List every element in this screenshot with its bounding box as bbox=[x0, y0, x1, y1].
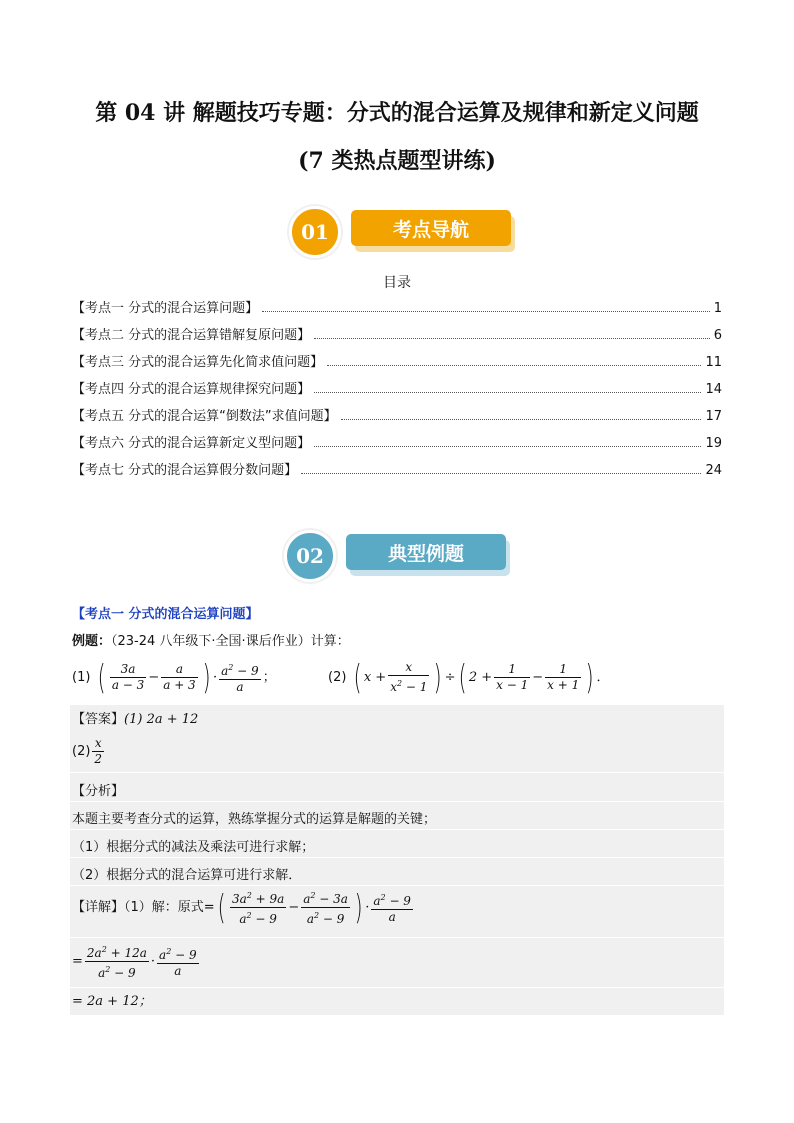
problem-2-end: ． bbox=[596, 670, 610, 685]
toc-item-page: 6 bbox=[713, 328, 722, 343]
detail-step: = $\frac{2a^2 + 12a}{a^2 - 9}$ · $\frac{a^2 - 9}{a}$ bbox=[72, 942, 201, 981]
toc-heading: 目录 bbox=[383, 275, 411, 291]
answer-2-line: (2) $\frac{x}{2}$ bbox=[72, 736, 103, 766]
toc-item[interactable] bbox=[72, 378, 722, 405]
toc-item-label: 【考点四 分式的混合运算规律探究问题】 bbox=[72, 382, 311, 397]
toc-item-label: 【考点六 分式的混合运算新定义型问题】 bbox=[72, 436, 311, 451]
table-of-contents bbox=[72, 297, 722, 486]
toc-item-label: 【考点三 分式的混合运算先化简求值问题】 bbox=[72, 355, 324, 370]
toc-item-label: 【考点二 分式的混合运算错解复原问题】 bbox=[72, 328, 311, 343]
toc-item-label: 【考点七 分式的混合运算假分数问题】 bbox=[72, 463, 298, 478]
badge-number: 01 bbox=[289, 206, 341, 258]
toc-item[interactable] bbox=[72, 405, 722, 432]
toc-leader bbox=[314, 328, 710, 339]
detail-label: 【详解】 bbox=[72, 900, 125, 915]
toc-item-page: 19 bbox=[705, 436, 722, 451]
detail-start: （1）解：原式= bbox=[124, 900, 215, 915]
toc-item-page: 11 bbox=[705, 355, 722, 370]
detail-line: 【详解】（1）解：原式=( $\frac{3a^2 + 9a}{a^2 - 9}$ − $\frac{a^2 - 3a}{a^2 - 9}$ ) · $\frac{a^2 - 9}{a}$ bbox=[72, 887, 411, 928]
toc-item-label: 【考点五 分式的混合运算“倒数法”求值问题】 bbox=[72, 409, 337, 424]
toc-item[interactable] bbox=[72, 351, 722, 378]
toc-item[interactable] bbox=[72, 459, 722, 486]
toc-leader bbox=[341, 409, 702, 420]
answer-line bbox=[72, 708, 198, 727]
problem-2-label: (2) bbox=[328, 670, 347, 685]
toc-item-page: 24 bbox=[705, 463, 722, 478]
toc-item-page: 17 bbox=[705, 409, 722, 424]
problem-1-end: ； bbox=[262, 670, 276, 685]
toc-item[interactable] bbox=[72, 324, 722, 351]
example-source: （23-24 八年级下·全国·课后作业）计算： bbox=[111, 634, 350, 649]
toc-leader bbox=[314, 436, 701, 447]
badge-number: 02 bbox=[284, 530, 336, 582]
problem-1: (1) ( $\frac{3a}{a - 3}$ − $\frac{a}{a + 3}$ ) · $\frac{a^2 - 9}{a}$ ； bbox=[72, 657, 276, 698]
example-line bbox=[72, 630, 350, 649]
toc-item-page: 1 bbox=[713, 301, 722, 316]
toc-leader bbox=[301, 463, 701, 474]
badge-label: 典型例题 bbox=[346, 534, 506, 570]
analysis-step-2: （2）根据分式的混合运算可进行求解． bbox=[72, 868, 302, 883]
toc-leader bbox=[314, 382, 701, 393]
analysis-text: 本题主要考查分式的运算，熟练掌握分式的运算是解题的关键； bbox=[72, 812, 437, 827]
result-line: = 2a + 12； bbox=[72, 994, 152, 1009]
page-subtitle: (7 类热点题型讲练) bbox=[298, 148, 496, 174]
toc-item-page: 14 bbox=[705, 382, 722, 397]
badge-label: 考点导航 bbox=[351, 210, 511, 246]
analysis-step-1: （1）根据分式的减法及乘法可进行求解； bbox=[72, 840, 315, 855]
toc-item[interactable] bbox=[72, 432, 722, 459]
toc-item[interactable] bbox=[72, 297, 722, 324]
example-label: 例题： bbox=[72, 634, 112, 649]
section-heading: 【考点一 分式的混合运算问题】 bbox=[72, 607, 259, 622]
analysis-label: 【分析】 bbox=[72, 784, 125, 799]
problem-1-label: (1) bbox=[72, 670, 91, 685]
page-title: 第 04 讲 解题技巧专题：分式的混合运算及规律和新定义问题 bbox=[95, 100, 699, 126]
problem-2: (2) ( x + $\frac{x}{x^2 - 1}$ ) ÷( 2 + $\frac{1}{x - 1}$ − $\frac{1}{x + 1}$ ) ． bbox=[328, 657, 610, 698]
toc-item-label: 【考点一 分式的混合运算问题】 bbox=[72, 301, 259, 316]
toc-leader bbox=[327, 355, 701, 366]
answer-2-label: (2) bbox=[72, 744, 91, 759]
toc-leader bbox=[262, 301, 710, 312]
answer-label: 【答案】 bbox=[72, 712, 125, 727]
answer-1: (1) 2a + 12 bbox=[124, 712, 199, 727]
